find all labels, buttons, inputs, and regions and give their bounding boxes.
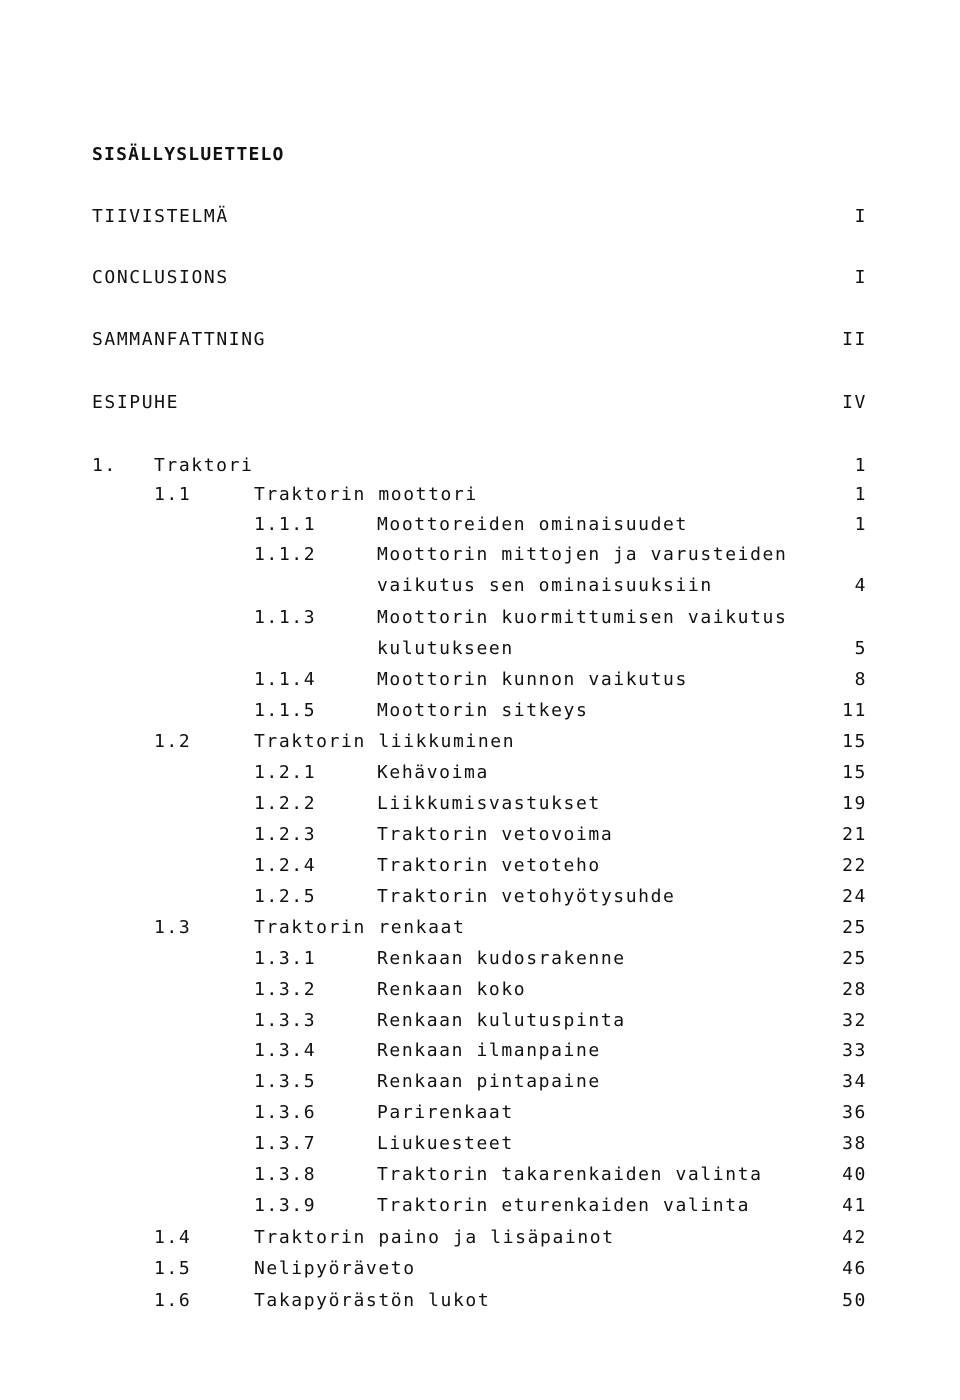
entry-page: 1 (854, 484, 867, 505)
entry-number: 1.3 (154, 917, 192, 938)
entry-title: Traktorin vetovoima (377, 824, 614, 845)
entry-page: 11 (842, 700, 867, 721)
entry-page: 15 (842, 762, 867, 783)
chapter-title: Traktori (154, 455, 254, 476)
entry-page: 5 (854, 638, 867, 659)
entry-title: Traktorin vetoteho (377, 855, 601, 876)
entry-title: Moottorin kunnon vaikutus (377, 669, 688, 690)
entry-title: Renkaan ilmanpaine (377, 1040, 601, 1061)
entry-page: 41 (842, 1195, 867, 1216)
entry-title: Traktorin liikkuminen (254, 731, 516, 752)
entry-page: 42 (842, 1227, 867, 1248)
entry-number: 1.3.6 (254, 1102, 317, 1123)
entry-page: 32 (842, 1010, 867, 1031)
entry-title: Liukuesteet (377, 1133, 514, 1154)
entry-title: Moottorin sitkeys (377, 700, 589, 721)
entry-title: Moottorin mittojen ja varusteiden (377, 544, 788, 565)
entry-title: ESIPUHE (92, 392, 180, 413)
entry-number: 1.2.3 (254, 824, 317, 845)
entry-title: Traktorin vetohyötysuhde (377, 886, 676, 907)
entry-title: Moottoreiden ominaisuudet (377, 514, 688, 535)
entry-title: Traktorin renkaat (254, 917, 466, 938)
entry-number: 1.3.2 (254, 979, 317, 1000)
entry-title: Parirenkaat (377, 1102, 514, 1123)
entry-page: I (854, 206, 867, 227)
entry-number: 1.2.2 (254, 793, 317, 814)
entry-page: 34 (842, 1071, 867, 1092)
entry-page: 38 (842, 1133, 867, 1154)
entry-page: 25 (842, 917, 867, 938)
entry-title: Liikkumisvastukset (377, 793, 601, 814)
entry-page: 36 (842, 1102, 867, 1123)
entry-title: Moottorin kuormittumisen vaikutus (377, 607, 788, 628)
entry-number: 1.3.9 (254, 1195, 317, 1216)
entry-number: 1.4 (154, 1227, 192, 1248)
entry-page: IV (842, 392, 867, 413)
entry-title: Renkaan pintapaine (377, 1071, 601, 1092)
entry-number: 1.3.8 (254, 1164, 317, 1185)
entry-title: vaikutus sen ominaisuuksiin (377, 575, 713, 596)
entry-page: 25 (842, 948, 867, 969)
entry-page: 21 (842, 824, 867, 845)
entry-page: 19 (842, 793, 867, 814)
entry-number: 1.1 (154, 484, 192, 505)
entry-page: 33 (842, 1040, 867, 1061)
toc-entry (0, 1290, 960, 1400)
entry-number: 1.3.7 (254, 1133, 317, 1154)
entry-number: 1.3.1 (254, 948, 317, 969)
entry-page: 24 (842, 886, 867, 907)
entry-number: 1.2.1 (254, 762, 317, 783)
entry-page: 50 (842, 1290, 867, 1311)
entry-page: II (842, 329, 867, 350)
entry-number: 1.1.2 (254, 544, 317, 565)
entry-title: Traktorin moottori (254, 484, 478, 505)
entry-page: 28 (842, 979, 867, 1000)
entry-title: kulutukseen (377, 638, 514, 659)
chapter-page: 1 (854, 455, 867, 476)
entry-number: 1.2.4 (254, 855, 317, 876)
entry-number: 1.1.3 (254, 607, 317, 628)
entry-title: Kehävoima (377, 762, 489, 783)
toc-heading: SISÄLLYSLUETTELO (92, 144, 285, 165)
entry-title: Renkaan koko (377, 979, 527, 1000)
entry-page: 4 (854, 575, 867, 596)
entry-page: 1 (854, 514, 867, 535)
entry-page: I (854, 267, 867, 288)
entry-title: CONCLUSIONS (92, 267, 229, 288)
entry-title: Traktorin paino ja lisäpainot (254, 1227, 615, 1248)
entry-page: 8 (854, 669, 867, 690)
entry-number: 1.5 (154, 1258, 192, 1279)
entry-page: 15 (842, 731, 867, 752)
entry-title: Traktorin eturenkaiden valinta (377, 1195, 751, 1216)
entry-page: 46 (842, 1258, 867, 1279)
entry-title: Nelipyöräveto (254, 1258, 416, 1279)
entry-number: 1.3.4 (254, 1040, 317, 1061)
entry-number: 1.1.4 (254, 669, 317, 690)
entry-page: 22 (842, 855, 867, 876)
entry-number: 1.2.5 (254, 886, 317, 907)
entry-number: 1.6 (154, 1290, 192, 1311)
entry-number: 1.3.3 (254, 1010, 317, 1031)
entry-title: SAMMANFATTNING (92, 329, 267, 350)
entry-title: Renkaan kudosrakenne (377, 948, 626, 969)
chapter-number: 1. (92, 455, 117, 476)
entry-title: Renkaan kulutuspinta (377, 1010, 626, 1031)
entry-title: TIIVISTELMÄ (92, 206, 229, 227)
entry-page: 40 (842, 1164, 867, 1185)
entry-title: Takapyörästön lukot (254, 1290, 491, 1311)
entry-number: 1.2 (154, 731, 192, 752)
entry-title: Traktorin takarenkaiden valinta (377, 1164, 763, 1185)
entry-number: 1.1.5 (254, 700, 317, 721)
entry-number: 1.1.1 (254, 514, 317, 535)
entry-number: 1.3.5 (254, 1071, 317, 1092)
